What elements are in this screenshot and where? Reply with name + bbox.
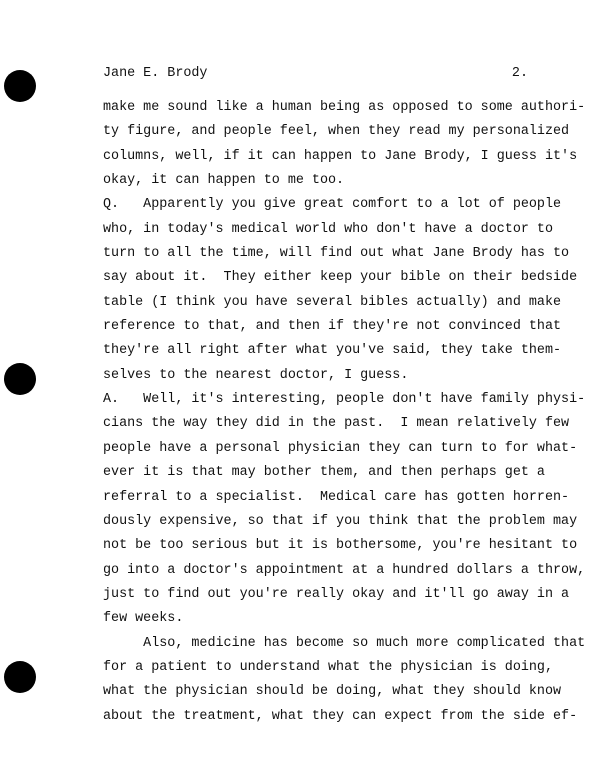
text-line: ever it is that may bother them, and then perhaps get a	[103, 465, 545, 481]
text-line: for a patient to understand what the physician is doing,	[103, 659, 553, 675]
punch-hole-bottom	[4, 661, 36, 693]
text-line: A. Well, it's interesting, people don't have family physi-	[103, 392, 586, 408]
punch-hole-top	[4, 70, 36, 102]
text-line: columns, well, if it can happen to Jane Brody, I guess it's	[103, 148, 578, 164]
text-line: cians the way they did in the past. I mean relatively few	[103, 416, 570, 432]
text-line: people have a personal physician they can turn to for what-	[103, 440, 578, 456]
text-line: who, in today's medical world who don't have a doctor to	[103, 221, 553, 237]
text-line: go into a doctor's appointment at a hundred dollars a throw,	[103, 562, 586, 578]
text-line: make me sound like a human being as opposed to some authori-	[103, 100, 586, 115]
text-line: reference to that, and then if they're not convinced that	[103, 319, 562, 335]
text-line: table (I think you have several bibles actually) and make	[103, 294, 562, 310]
transcript-body	[103, 96, 586, 729]
author-name: Jane E. Brody	[103, 66, 208, 81]
text-line: referral to a specialist. Medical care has gotten horren-	[103, 489, 570, 505]
text-line: about the treatment, what they can expect from the side ef-	[103, 708, 578, 724]
punch-hole-middle	[4, 363, 36, 395]
text-line: Also, medicine has become so much more complicated that	[103, 635, 586, 651]
text-line: Q. Apparently you give great comfort to a lot of people	[103, 197, 562, 213]
page-number: 2.	[511, 66, 528, 81]
text-line: selves to the nearest doctor, I guess.	[103, 367, 409, 383]
text-line: few weeks.	[103, 611, 184, 627]
text-line: they're all right after what you've said, they take them-	[103, 343, 562, 359]
text-line: what the physician should be doing, what they should know	[103, 684, 562, 700]
page-header	[103, 64, 528, 84]
text-line: turn to all the time, will find out what Jane Brody has to	[103, 246, 570, 262]
text-line: ty figure, and people feel, when they read my personalized	[103, 124, 570, 140]
text-line: just to find out you're really okay and it'll go away in a	[103, 586, 570, 602]
text-line: dously expensive, so that if you think that the problem may	[103, 513, 578, 529]
text-line: okay, it can happen to me too.	[103, 173, 345, 189]
text-line: say about it. They either keep your bible on their bedside	[103, 270, 578, 286]
text-line: not be too serious but it is bothersome, you're hesitant to	[103, 538, 578, 554]
